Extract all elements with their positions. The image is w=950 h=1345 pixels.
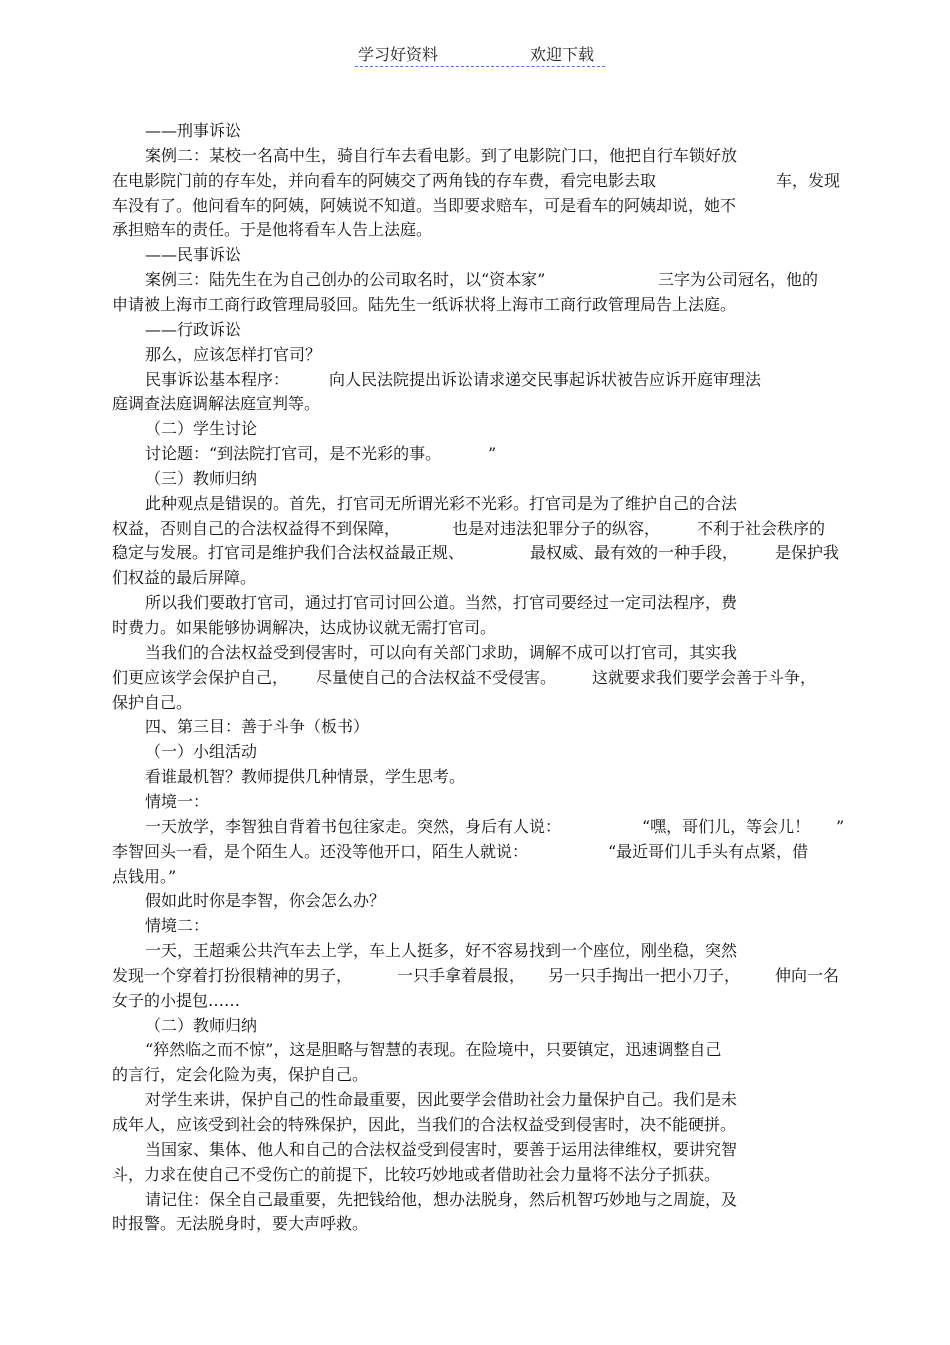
text-line bbox=[0, 913, 950, 938]
text-line bbox=[0, 714, 950, 739]
text-segment: 民事诉讼基本程序： bbox=[145, 369, 290, 389]
text-line bbox=[0, 1211, 950, 1236]
text-line bbox=[0, 690, 950, 715]
text-line bbox=[0, 615, 950, 640]
text-line bbox=[0, 1137, 950, 1162]
text-segment: 案例二：某校一名高中生，骑自行车去看电影。到了电影院门口，他把自行车锁好放 bbox=[145, 145, 738, 165]
text-segment: “最近哥们儿手头有点紧，借 bbox=[608, 841, 809, 861]
text-segment: 一天放学，李智独自背着书包往家走。突然，身后有人说： bbox=[145, 816, 562, 836]
text-line bbox=[0, 1062, 950, 1087]
text-line bbox=[0, 466, 950, 491]
text-segment: 此种观点是错误的。首先，打官司无所谓光彩不光彩。打官司是为了维护自己的合法 bbox=[145, 493, 738, 513]
text-segment: 是保护我 bbox=[775, 543, 840, 563]
text-segment: ——行政诉讼 bbox=[145, 319, 242, 339]
text-line bbox=[0, 888, 950, 913]
text-line bbox=[0, 590, 950, 615]
text-segment: 车，发现 bbox=[776, 170, 841, 190]
text-line bbox=[0, 764, 950, 789]
text-segment: 另一只手掏出一把小刀子， bbox=[548, 965, 741, 985]
text-line bbox=[0, 938, 950, 963]
text-segment: “猝然临之而不惊”，这是胆略与智慧的表现。在险境中，只要镇定，迅速调整自己 bbox=[145, 1040, 722, 1060]
text-segment: 时费力。如果能够协调解决，达成协议就无需打官司。 bbox=[112, 618, 497, 637]
text-line bbox=[0, 193, 950, 218]
text-segment: 那么，应该怎样打官司？ bbox=[145, 344, 322, 364]
text-segment: 一天，王超乘公共汽车去上学，车上人挺多，好不容易找到一个座位，刚坐稳，突然 bbox=[145, 941, 738, 961]
text-line bbox=[0, 118, 950, 143]
text-line bbox=[0, 367, 950, 392]
text-line bbox=[0, 839, 950, 864]
text-segment: 权益，否则自己的合法权益得不到保障， bbox=[112, 518, 401, 538]
text-segment: 点钱用。” bbox=[112, 866, 177, 886]
text-segment: “嘿，哥们儿，等会儿！ bbox=[642, 816, 811, 836]
text-line bbox=[0, 640, 950, 665]
text-line bbox=[0, 1112, 950, 1137]
text-segment: 成年人，应该受到社会的特殊保护，因此，当我们的合法权益受到侵害时，决不能硬拼。 bbox=[112, 1115, 737, 1134]
text-segment: 当国家、集体、他人和自己的合法权益受到侵害时，要善于运用法律维权，要讲究智 bbox=[145, 1139, 738, 1159]
text-segment: ——民事诉讼 bbox=[145, 245, 242, 265]
text-segment: 稳定与发展。打官司是维护我们合法权益最正规、 bbox=[112, 543, 465, 563]
text-line bbox=[0, 317, 950, 342]
text-line bbox=[0, 441, 950, 466]
text-segment: ——刑事诉讼 bbox=[145, 121, 242, 140]
text-segment: 当我们的合法权益受到侵害时，可以向有关部门求助，调解不成可以打官司，其实我 bbox=[145, 642, 738, 662]
text-segment: 假如此时你是李智，你会怎么办？ bbox=[145, 891, 386, 911]
text-segment: 四、第三目：善于斗争（板书） bbox=[145, 717, 370, 737]
text-segment: 三字为公司冠名，他的 bbox=[658, 270, 819, 290]
text-segment: 发现一个穿着打扮很精神的男子， bbox=[112, 965, 353, 985]
header-left-text: 学习好资料 bbox=[358, 45, 439, 64]
text-line bbox=[0, 789, 950, 814]
text-line bbox=[0, 1087, 950, 1112]
text-line bbox=[0, 1037, 950, 1062]
text-line bbox=[0, 963, 950, 988]
text-segment: ” bbox=[488, 444, 497, 464]
text-segment: 也是对违法犯罪分子的纵容， bbox=[452, 518, 661, 538]
text-line bbox=[0, 739, 950, 764]
text-segment: 承担赔车的责任。于是他将看车人告上法庭。 bbox=[112, 220, 433, 240]
text-segment: 这就要求我们要学会善于斗争， bbox=[592, 667, 817, 687]
text-segment: 李智回头一看，是个陌生人。还没等他开口，陌生人就说： bbox=[112, 841, 529, 861]
text-segment: 不利于社会秩序的 bbox=[697, 518, 826, 538]
text-segment: 请记住：保全自己最重要，先把钱给他，想办法脱身，然后机智巧妙地与之周旋，及 bbox=[145, 1189, 738, 1209]
text-segment: 所以我们要敢打官司，通过打官司讨回公道。当然，打官司要经过一定司法程序，费 bbox=[145, 593, 738, 613]
text-segment: 情境二： bbox=[145, 916, 210, 936]
text-line bbox=[0, 565, 950, 590]
text-segment: 斗，力求在使自己不受伤亡的前提下，比较巧妙地或者借助社会力量将不法分子抓获。 bbox=[112, 1164, 721, 1184]
text-line bbox=[0, 1187, 950, 1212]
text-segment: ” bbox=[836, 816, 845, 836]
text-line bbox=[0, 1162, 950, 1187]
page-header bbox=[355, 38, 605, 67]
text-line bbox=[0, 143, 950, 168]
text-segment: 对学生来讲，保护自己的性命最重要，因此要学会借助社会力量保护自己。我们是未 bbox=[145, 1090, 738, 1110]
text-segment: 时报警。无法脱身时，要大声呼救。 bbox=[112, 1214, 369, 1234]
text-segment: 庭调查法庭调解法庭宣判等。 bbox=[112, 394, 321, 414]
text-line bbox=[0, 217, 950, 242]
text-line bbox=[0, 267, 950, 292]
text-segment: （二）学生讨论 bbox=[145, 419, 258, 439]
text-segment: （二）教师归纳 bbox=[145, 1015, 258, 1035]
text-segment: 保护自己。 bbox=[112, 692, 193, 712]
text-segment: 车没有了。他问看车的阿姨，阿姨说不知道。当即要求赔车，可是看车的阿姨却说，她不 bbox=[112, 195, 737, 215]
text-line bbox=[0, 540, 950, 565]
text-line bbox=[0, 814, 950, 839]
text-segment: 情境一： bbox=[145, 791, 210, 811]
text-line bbox=[0, 491, 950, 516]
text-segment: 在电影院门前的存车处，并向看车的阿姨交了两角钱的存车费，看完电影去取 bbox=[112, 170, 657, 190]
text-segment: 的言行，定会化险为夷，保护自己。 bbox=[112, 1065, 369, 1085]
text-line bbox=[0, 168, 950, 193]
text-segment: （三）教师归纳 bbox=[145, 468, 258, 488]
text-line bbox=[0, 292, 950, 317]
text-line bbox=[0, 864, 950, 889]
text-segment: 女子的小提包…… bbox=[112, 990, 241, 1010]
text-segment: 看谁最机智？教师提供几种情景，学生思考。 bbox=[145, 767, 466, 787]
text-line bbox=[0, 242, 950, 267]
text-segment: 一只手拿着晨报， bbox=[397, 965, 526, 985]
text-segment: 最权威、最有效的一种手段， bbox=[530, 543, 739, 563]
text-line bbox=[0, 416, 950, 441]
text-line bbox=[0, 342, 950, 367]
text-segment: 申请被上海市工商行政管理局驳回。陆先生一纸诉状将上海市工商行政管理局告上法庭。 bbox=[112, 294, 737, 314]
text-segment: （一）小组活动 bbox=[145, 742, 258, 762]
text-line bbox=[0, 665, 950, 690]
text-segment: 们更应该学会保护自己， bbox=[112, 667, 289, 687]
text-segment: 伸向一名 bbox=[775, 965, 840, 985]
text-line bbox=[0, 1013, 950, 1038]
text-segment: 尽量使自己的合法权益不受侵害。 bbox=[316, 667, 557, 687]
text-line bbox=[0, 516, 950, 541]
text-line bbox=[0, 988, 950, 1013]
text-line bbox=[0, 391, 950, 416]
header-right-text: 欢迎下载 bbox=[530, 45, 595, 64]
text-segment: 案例三：陆先生在为自己创办的公司取名时，以“资本家” bbox=[145, 270, 546, 290]
text-segment: 们权益的最后屏障。 bbox=[112, 568, 257, 588]
text-segment: 向人民法院提出诉讼请求递交民事起诉状被告应诉开庭审理法 bbox=[329, 369, 762, 389]
text-segment: 讨论题：“到法院打官司，是不光彩的事。 bbox=[145, 444, 442, 464]
